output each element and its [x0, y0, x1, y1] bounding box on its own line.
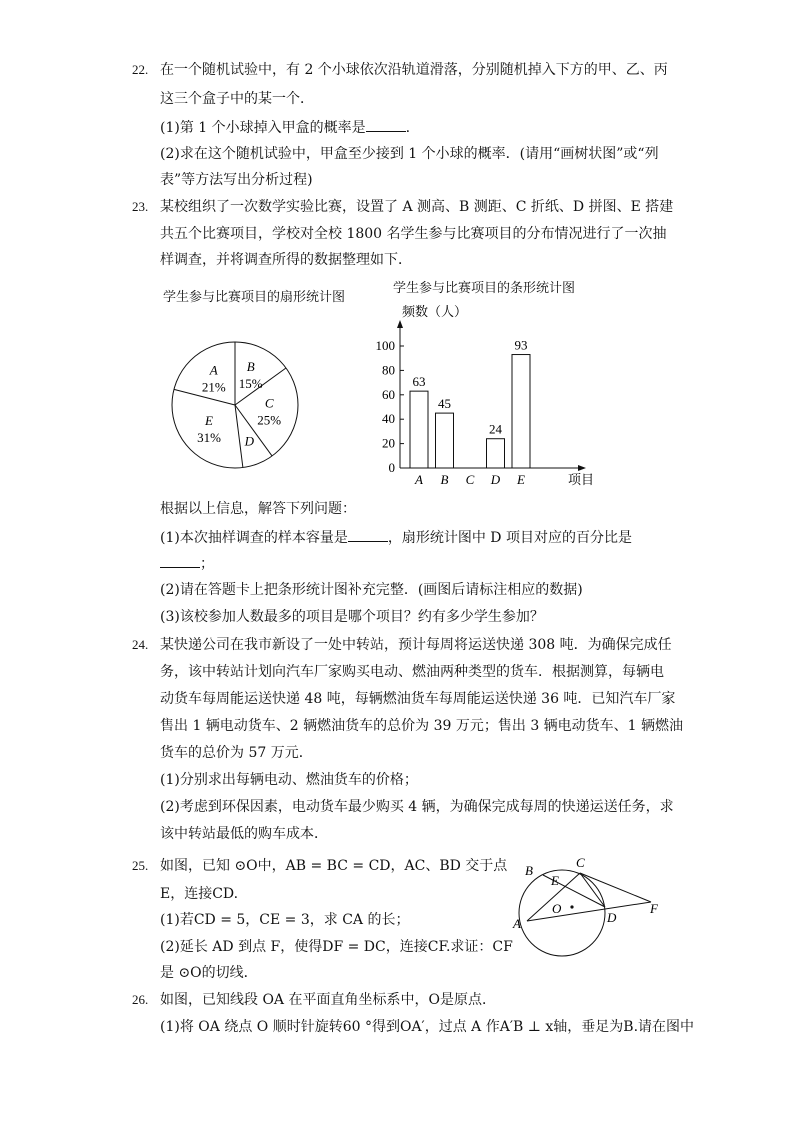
q24-number: 24.: [132, 637, 149, 652]
q25-line1: 如图，已知 ⊙O中，AB = BC = CD，AC、BD 交于点: [160, 858, 508, 874]
circle-geometry-figure: [505, 850, 675, 980]
q22-part1: [160, 117, 410, 138]
bar-value-label-A: 63: [412, 374, 426, 390]
q23-part1-cont: [160, 553, 214, 574]
pie-chart-title: 学生参与比赛项目的扇形统计图: [163, 290, 346, 305]
pie-slice-value-B: 15%: [238, 376, 263, 392]
q23-line3: 样调查，并将调查所得的数据整理如下．: [160, 252, 412, 268]
bar-D: [487, 439, 505, 468]
q23-instruction: 根据以上信息，解答下列问题：: [160, 501, 356, 517]
pie-slice-value-C: 25%: [257, 412, 282, 428]
q24-line5: 货车的总价为 57 万元．: [160, 745, 313, 761]
q22-part2-line1: (2)求在这个随机试验中，甲盒至少接到 1 个小球的概率．(请用“画树状图”或“列: [160, 146, 659, 162]
bar-value-label-B: 45: [438, 396, 451, 412]
q25-part1: (1)若CD = 5，CE = 3，求 CA 的长；: [160, 912, 410, 928]
q22-part1-text: (1)第 1 个小球掉入甲盒的概率是: [160, 120, 366, 136]
q23-line2: 共五个比赛项目，学校对全校 1800 名学生参与比赛项目的分布情况进行了一次抽: [160, 226, 667, 242]
q25-number: 25.: [132, 858, 149, 873]
y-tick-label: 20: [382, 435, 395, 451]
y-tick-label: 100: [375, 338, 395, 353]
x-axis-label: 项目: [568, 472, 595, 487]
bar-A: [410, 391, 428, 468]
line-af: [527, 902, 651, 921]
pie-slice-label-D: D: [244, 433, 255, 449]
label-c: C: [576, 855, 585, 870]
pie-chart: [160, 330, 310, 480]
q24-part2-line1: (2)考虑到环保因素，电动货车最少购买 4 辆，为确保完成每周的快递运送任务，求: [160, 799, 674, 815]
label-b: B: [525, 863, 533, 878]
q23-part3: (3)该校参加人数最多的项目是哪个项目？约有多少学生参加？: [160, 609, 544, 625]
q26-line1: 如图，已知线段 OA 在平面直角坐标系中，O是原点．: [160, 992, 496, 1008]
x-tick-label-E: E: [517, 472, 525, 487]
q23-number: 23.: [132, 199, 149, 214]
y-tick-label: 40: [382, 411, 395, 427]
x-tick-label-A: A: [415, 472, 423, 487]
q22-line2: 这三个盒子中的某一个．: [160, 91, 314, 107]
q25-line2: E，连接CD.: [160, 886, 239, 902]
q24-line2: 务，该中转站计划向汽车厂家购买电动、燃油两种类型的货车．根据测算，每辆电: [160, 664, 664, 680]
bar-value-label-E: 93: [514, 337, 528, 353]
label-d: D: [607, 910, 617, 925]
bar-B: [436, 413, 454, 468]
q23-part2: (2)请在答题卡上把条形统计图补充完整．(画图后请标注相应的数据): [160, 582, 583, 598]
y-axis-label: 频数（人）: [402, 304, 468, 319]
q24-part1: (1)分别求出每辆电动、燃油货车的价格；: [160, 772, 418, 788]
q26-line2: (1)将 OA 绕点 O 顺时针旋转60 °得到OA′，过点 A 作A′B ⊥ x轴，垂足为B.请在图中: [160, 1019, 695, 1035]
x-axis-arrow-icon: [578, 465, 586, 471]
label-f: F: [650, 901, 658, 916]
q24-line4: 售出 1 辆电动货车、2 辆燃油货车的总价为 39 万元；售出 3 辆电动货车、1 辆燃油: [160, 718, 684, 734]
pie-slice-value-E: 31%: [197, 429, 221, 445]
bar-chart: [360, 300, 595, 495]
q25-part2-line2: 是 ⊙O的切线．: [160, 965, 258, 981]
pie-slice-label-B: B: [246, 359, 255, 375]
x-tick-label-D: D: [490, 472, 501, 487]
bar-value-label-D: 24: [489, 421, 502, 437]
q22-line1: 在一个随机试验中，有 2 个小球依次沿轨道滑落，分别随机掉入下方的甲、乙、丙: [160, 62, 668, 78]
q24-part2-line2: 该中转站最低的购车成本．: [160, 826, 328, 842]
label-e: E: [551, 873, 559, 888]
q23-part1-b: ，扇形统计图中 D 项目对应的百分比是: [387, 530, 632, 546]
label-a: A: [513, 916, 521, 931]
q26-number: 26.: [132, 992, 149, 1007]
y-tick-label: 80: [382, 362, 395, 378]
pie-slice-label-A: A: [209, 362, 218, 378]
q22-part1-end: .: [405, 120, 411, 136]
bar-E: [512, 355, 530, 468]
x-tick-label-B: B: [440, 472, 449, 487]
q24-line1: 某快递公司在我市新设了一处中转站，预计每周将运送快递 308 吨．为确保完成任: [160, 637, 672, 653]
answer-blank: [160, 553, 200, 568]
bar-chart-title: 学生参与比赛项目的条形统计图: [393, 281, 576, 296]
q23-part1: [160, 527, 632, 548]
q22-part2-line2: 表”等方法写出分析过程): [160, 172, 313, 188]
pie-slice-value-A: 21%: [201, 379, 226, 395]
label-o: O: [552, 901, 562, 916]
circle-o: [519, 870, 605, 956]
q22-number: 22.: [132, 62, 149, 77]
y-axis-arrow-icon: [397, 320, 403, 328]
q24-line3: 动货车每周能运送快递 48 吨，每辆燃油货车每周能运送快递 36 吨．已知汽车厂家: [160, 691, 676, 707]
q23-line1: 某校组织了一次数学实验比赛，设置了 A 测高、B 测距、C 折纸、D 拼图、E 搭建: [160, 199, 674, 215]
answer-blank: [366, 117, 406, 132]
y-tick-label: 0: [388, 460, 395, 475]
answer-blank: [348, 527, 388, 542]
x-tick-label-C: C: [465, 472, 475, 487]
q23-part1-a: (1)本次抽样调查的样本容量是: [160, 530, 348, 546]
pie-slice-label-E: E: [205, 412, 213, 428]
center-dot: [570, 905, 573, 908]
pie-slice-label-C: C: [264, 395, 274, 411]
q23-part1-c: ；: [200, 556, 214, 572]
q25-part2-line1: (2)延长 AD 到点 F，使得DF = DC，连接CF.求证：CF: [160, 939, 513, 955]
y-tick-label: 60: [382, 386, 395, 402]
